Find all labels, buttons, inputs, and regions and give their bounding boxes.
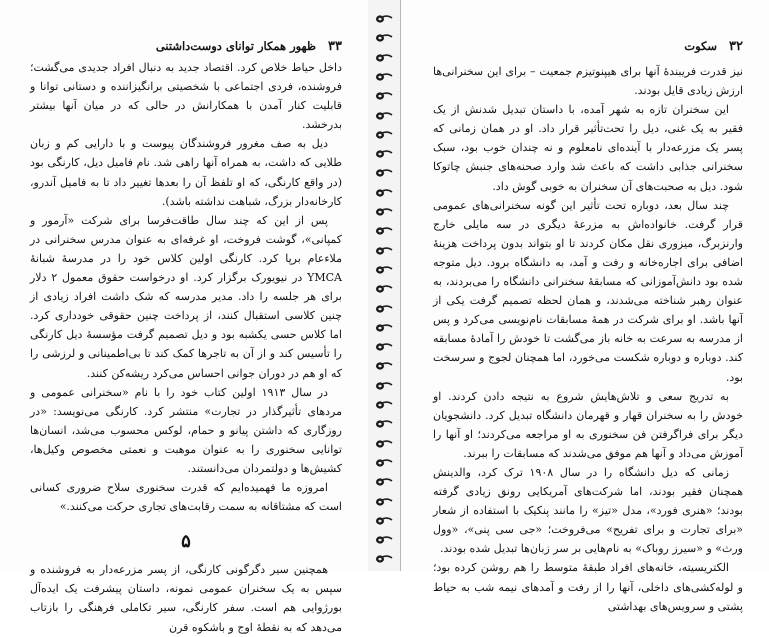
section-number: ۵: [181, 531, 191, 553]
paragraph: دیل به صف مغرور فروشندگان پیوست و با دارایی کم و زبان طلایی که داشت، به همراه آنها راهی شد. نام فامیل دیل، کارنگی بود (در واقع کارنگی، که او تلفظ آن را بعدها تغییر داد تا به فامیل آندرو، کارخانه‌دار بزرگ، شباهت نداشته باشد).: [30, 137, 342, 208]
page-number-left: ۳۳: [328, 39, 342, 54]
binding-ring: [375, 381, 393, 391]
paragraph: چند سال بعد، دوباره تحت تأثیر این گونه سخنرانی‌های عمومی قرار گرفت. خانواده‌اش به مزرعهٔ دیگری در سه مایلی خارج وارنزبرگ، میزوری نقل مکان کردند تا او بتواند بدون پرداخت هزینهٔ اضافی برای اجاره‌خانه و رفت و آمد، به دانشگاه برود. دیل متوجه شده بود دانش‌آموزانی که مسابقهٔ سخنرانی دانشگاه را می‌بردند، به عنوان رهبر شناخته می‌شدند، و همان لحظه تصمیم گرفت یکی از آنها باشد. او برای شرکت در همهٔ مسابقات نام‌نویسی می‌کرد و پس از مدرسه به سرعت به خانه باز می‌گشت تا خودش را آمادهٔ مسابقه کند. دوباره و دوباره شکست می‌خورد، اما همچنان لجوج و سرسخت بود.: [433, 198, 743, 384]
binding-ring: [375, 72, 393, 82]
paragraph: پس از این که چند سال طاقت‌فرسا برای شرکت «آرمور و کمپانی»، گوشت فروخت، او غرفه‌ای به عنوان مدرس سخنرانی در ملاءعام برپا کرد. کارنگی اولین کلاس خود را در مدرسهٔ شبانهٔ YMCA در نیویورک برگزار کرد. او درخواست حقوق معمول ۲ دلار برای هر جلسه را داد. مدیر مدرسه که شک داشت افراد زیادی از چنین کلاسی استقبال کنند، از پرداخت چنین حقوقی خودداری کرد. اما کلاس حسی یکشبه بود و دیل تصمیم گرفت مؤسسهٔ دیل کارنگی را تأسیس کند و از آن به تاجرها کمک کند تا بی‌اطمینانی و لرزشی را که او هم در دوران جوانی احساس می‌کرد ریشه‌کن کنند.: [30, 213, 342, 380]
binding-ring: [375, 535, 393, 545]
running-head-left: [30, 38, 342, 55]
paragraph: این سخنران تازه به شهر آمده، با داستان تبدیل شدنش از یک فقیر به یک غنی، دیل را تحت‌تأثیر قرار داد. او در همان زمانی که پسر یک مزرعه‌دار با آینده‌ای نامعلوم و نه چندان خوب بود، سبک سخنرانی جذابی داشت که باعث شد وارد صحنه‌های جنبش چاتوکا شود. دیل به صحبت‌های آن سخنران به خوبی گوش داد.: [433, 103, 743, 193]
binding-ring: [375, 419, 393, 429]
binding-ring: [375, 554, 393, 564]
binding-ring: [375, 439, 393, 449]
running-title-right: سکوت: [684, 39, 718, 53]
binding-ring: [375, 284, 393, 294]
binding-ring: [375, 265, 393, 275]
paragraph: الکتریسیته، خانه‌های افراد طبقهٔ متوسط را هم روشن کرده بود؛ و لوله‌کشی‌های داخلی، آنها را از رفت و آمدهای نیمه شب به حیاط پشتی و سرویس‌های بهداشتی: [433, 561, 743, 613]
binding-ring: [375, 53, 393, 63]
paragraph: داخل حیاط خلاص کرد. اقتصاد جدید به دنبال افراد جدیدی می‌گشت؛ فروشنده، فردی اجتماعی با شخصیتی برانگیزاننده و دستانی توانا و قابلیت کنار آمدن با همکارانش در حالی که در میان آنها بیشتر بدرخشد.: [30, 61, 342, 132]
binding-ring: [375, 111, 393, 121]
binding-ring: [375, 400, 393, 410]
binding-ring: [375, 14, 393, 24]
binding-ring: [375, 226, 393, 236]
binding-ring: [375, 207, 393, 217]
binding-ring: [375, 246, 393, 256]
right-page: [400, 0, 769, 613]
spiral-binding: [368, 0, 400, 571]
running-title-left: ظهور همکار توانای دوست‌داشتنی: [155, 39, 317, 53]
binding-ring: [375, 323, 393, 333]
binding-ring: [375, 342, 393, 352]
left-page: [0, 0, 369, 634]
binding-ring: [375, 91, 393, 101]
left-page-body: [30, 58, 342, 637]
binding-ring: [375, 516, 393, 526]
binding-ring: [375, 361, 393, 371]
binding-ring: [375, 188, 393, 198]
binding-ring: [375, 458, 393, 468]
binding-ring: [375, 33, 393, 43]
paragraph: نیز قدرت فریبندهٔ آنها برای هیپنوتیزم جمعیت – برای این سخنرانی‌ها ارزش زیادی قایل بودند.: [433, 65, 743, 98]
binding-ring: [375, 477, 393, 487]
binding-ring: [375, 168, 393, 178]
paragraph: همچنین سیر دگرگونی کارنگی، از پسر مزرعه‌دار به فروشنده و سپس به یک سخنران عمومی نمونه، داستان پیشرفت یک ایده‌آل بورژوایی هم است. سفر کارنگی، سیر تکاملی فرهنگی را بازتاب می‌دهد که به نقطهٔ اوج و باشکوه قرن: [30, 563, 342, 634]
binding-ring: [375, 304, 393, 314]
paragraph: امروزه ما فهمیده‌ایم که قدرت سخنوری سلاح ضروری کسانی است که مشتاقانه به سمت رقابت‌های تجاری حرکت می‌کنند.»: [30, 481, 342, 514]
running-head-right: [433, 38, 743, 55]
page-number-right: ۳۲: [729, 39, 743, 54]
paragraph: در سال ۱۹۱۳ اولین کتاب خود را با نام «سخنرانی عمومی و مردهای تأثیرگذار در تجارت» منتشر کرد. کارنگی می‌نویسد: «در روزگاری که داشتن پیانو و حمام، لوکس محسوب می‌شد، انسان‌ها توانایی سخنوری را به عنوان موهبت و نعمتی مخصوص وکیل‌ها، کشیش‌ها و دولتمردان می‌دانستند.: [30, 385, 342, 475]
paragraph: زمانی که دیل دانشگاه را در سال ۱۹۰۸ ترک کرد، والدینش همچنان فقیر بودند، اما شرکت‌های آمریکایی رونق زیادی گرفته بودند؛ «هنری فورد»، مدل «تیز» را مانند پنکیک با استفاده از شعار «برای تجارت و برای تفریح» می‌فروخت؛ «جی سی پنی»، «وول ورث» و «سیرز روباک» به نام‌هایی بر سر زبان‌ها تبدیل شده بودند.: [433, 465, 743, 556]
right-page-body: [433, 62, 743, 616]
binding-ring: [375, 130, 393, 140]
binding-ring: [375, 149, 393, 159]
binding-ring: [375, 497, 393, 507]
paragraph: به تدریج سعی و تلاش‌هایش شروع به نتیجه دادن کردند. او خودش را به سخنران قهار و قهرمان دانشگاه تبدیل کرد. دانشجویان دیگر برای فراگرفتن فن سخنوری به او مراجعه می‌کردند؛ او آنها را آموزش می‌داد و آنها هم موفق می‌شدند که مسابقات را ببرند.: [433, 389, 743, 460]
